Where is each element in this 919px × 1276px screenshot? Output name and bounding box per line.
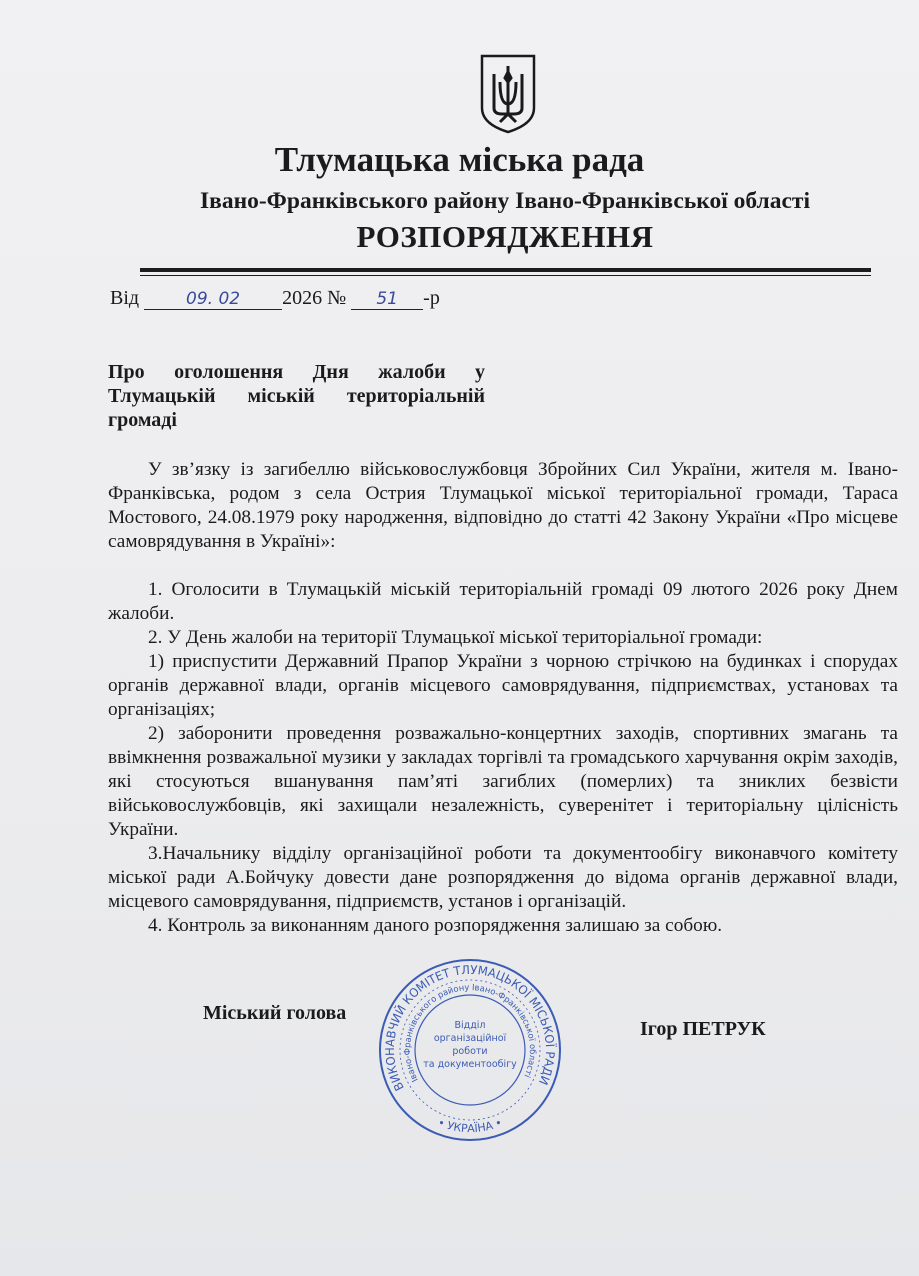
clause-1: 1. Оголосити в Тлумацькій міській територіальній громаді 09 лютого 2026 року Днем жалоби. <box>108 579 898 624</box>
date-line <box>110 287 440 310</box>
region-subtitle: Івано-Франківського району Івано-Франківської області <box>199 188 810 214</box>
document-body <box>108 458 898 938</box>
stamp-bottom-text: • УКРАЇНА • <box>435 1115 505 1136</box>
header-rule-thin <box>140 275 871 276</box>
official-stamp <box>370 958 570 1143</box>
signature-block <box>108 962 898 1178</box>
header-rule-thick <box>140 268 871 272</box>
number-suffix: -р <box>423 287 440 309</box>
from-label: Від <box>110 287 140 309</box>
signatory-name: Ігор ПЕТРУК <box>640 1018 766 1040</box>
stamp-center-line: та документообігу <box>423 1059 517 1070</box>
subject-heading: Про оголошення Дня жалоби у Тлумацькій міській територіальній громаді <box>108 361 485 431</box>
clause-4: 4. Контроль за виконанням даного розпорядження залишаю за собою. <box>148 915 723 936</box>
clause-2-2: 2) заборонити проведення розважально-концертних заходів, спортивних змагань та ввімкнення розважальної музики у закладах торгівлі та громадського харчування окрім заходів, які стосуються вшанування пам’яті загиблих (померлих) та зниклих безвісти військовослужбовців, які захищали незалежність, суверенітет і територіальну цілісність України. <box>108 723 898 840</box>
stamp-middle-text: Івано-Франківського району Івано-Франківської області <box>402 983 538 1084</box>
stamp-outer-text: ВИКОНАВЧИЙ КОМІТЕТ ТЛУМАЦЬКОЇ МІСЬКОЇ РАДИ <box>382 962 558 1094</box>
clause-2: 2. У День жалоби на території Тлумацької міської територіальної громади: <box>148 627 763 648</box>
year-label: 2026 № <box>282 287 347 309</box>
signatory-position: Міський голова <box>203 1002 347 1024</box>
council-title: Тлумацька міська рада <box>274 140 645 179</box>
number-field: 51 <box>351 289 423 310</box>
document-type: РОЗПОРЯДЖЕННЯ <box>356 219 654 254</box>
preamble-paragraph: У зв’язку із загибеллю військовослужбовця Збройних Сил України, жителя м. Івано-Франківська, родом з села Острия Тлумацької міської територіальної громади, Тараса Мостового, 24.08.1979 року народження, відповідно до статті 42 Закону України «Про місцеве самоврядування в Україні»: <box>108 459 898 552</box>
clause-3: 3.Начальнику відділу організаційної роботи та документообігу виконавчого комітету міської ради А.Бойчуку довести дане розпорядження до відома органів державної влади, місцевого самоврядування, підприємств, установ і організацій. <box>108 843 898 912</box>
date-field: 09. 02 <box>144 289 282 310</box>
stamp-center-line: організаційної <box>433 1033 507 1044</box>
stamp-center-line: Відділ <box>454 1020 486 1031</box>
coat-of-arms-icon <box>478 52 538 136</box>
clause-2-1: 1) приспустити Державний Прапор України з чорною стрічкою на будинках і спорудах органів державної влади, органів місцевого самоврядування, підприємствах, установах та організаціях; <box>108 651 898 720</box>
stamp-center-line: роботи <box>452 1046 488 1057</box>
document-content <box>108 458 898 1178</box>
